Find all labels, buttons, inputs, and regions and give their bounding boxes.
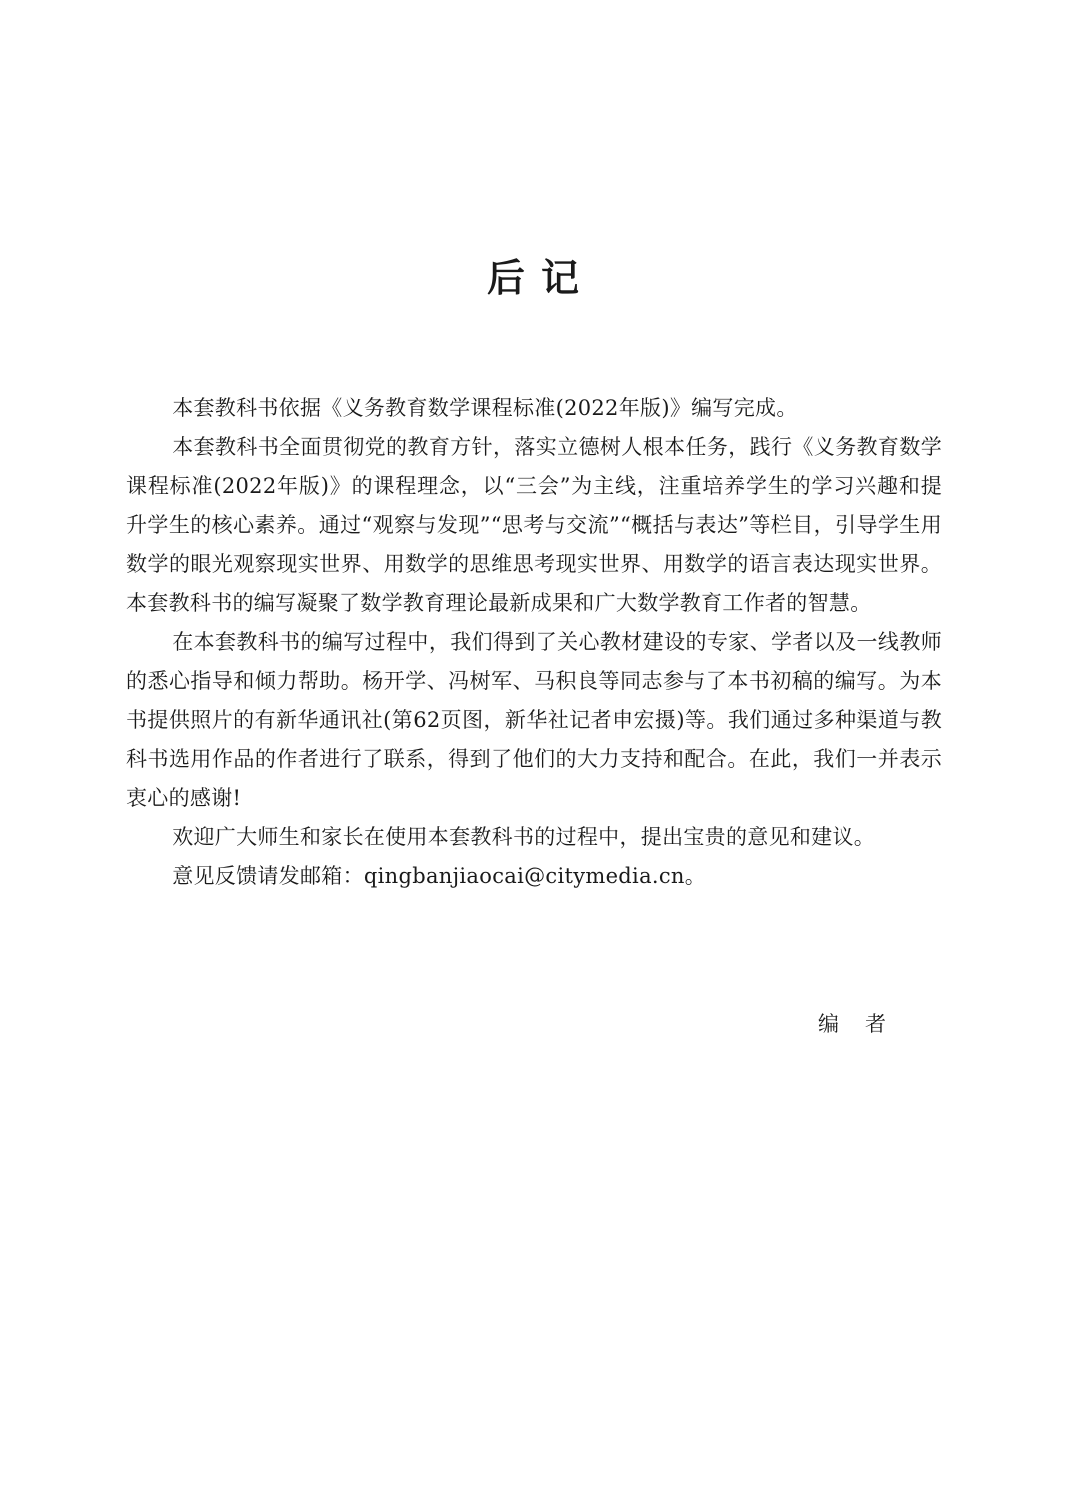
page-title: 后记 [486,256,595,300]
document-body [126,389,942,896]
paragraph-acknowledgements: 在本套教科书的编写过程中，我们得到了关心教材建设的专家、学者以及一线教师的悉心指导和倾力帮助。杨开学、冯树军、马积良等同志参与了本书初稿的编写。为本书提供照片的有新华通讯社(第62页图，新华社记者申宏摄)等。我们通过多种渠道与教科书选用作品的作者进行了联系，得到了他们的大力支持和配合。在此，我们一并表示衷心的感谢! [126,630,942,810]
paragraph-feedback-email: 意见反馈请发邮箱：qingbanjiaocai@citymedia.cn。 [172,864,707,888]
paragraph-philosophy: 本套教科书全面贯彻党的教育方针，落实立德树人根本任务，践行《义务教育数学课程标准(2022年版)》的课程理念，以“三会”为主线，注重培养学生的学习兴趣和提升学生的核心素养。通过“观察与发现”“思考与交流”“概括与表达”等栏目，引导学生用数学的眼光观察现实世界、用数学的思维思考现实世界、用数学的语言表达现实世界。本套教科书的编写凝聚了数学教育理论最新成果和广大数学教育工作者的智慧。 [126,435,942,615]
paragraph-basis: 本套教科书依据《义务教育数学课程标准(2022年版)》编写完成。 [172,396,798,420]
paragraph-feedback-invite: 欢迎广大师生和家长在使用本套教科书的过程中，提出宝贵的意见和建议。 [172,825,876,849]
signature: 编者 [818,1012,912,1036]
